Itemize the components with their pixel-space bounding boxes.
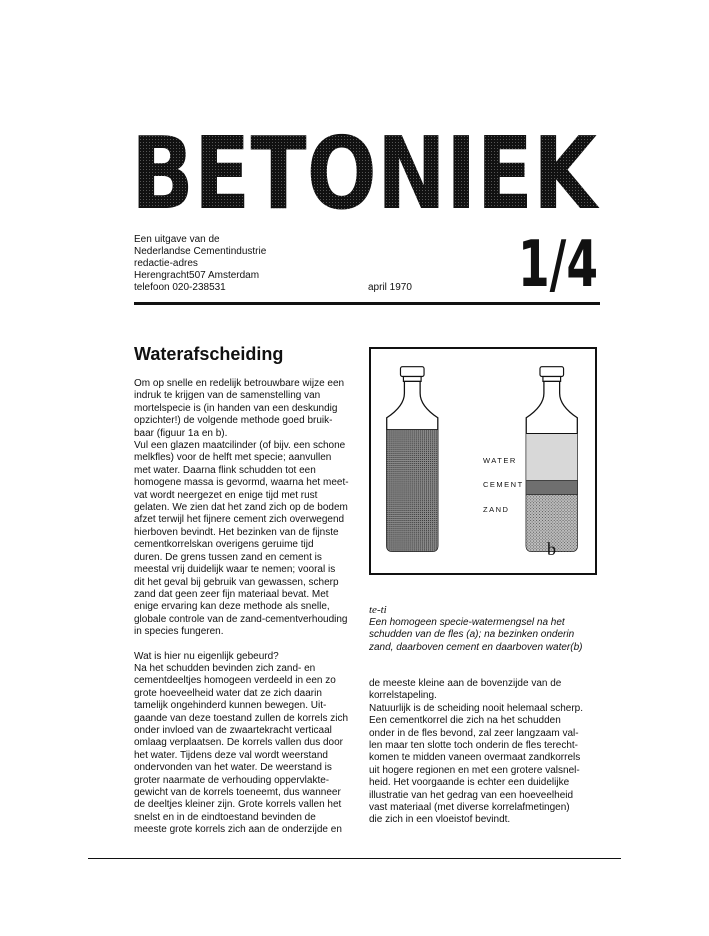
figure-letter: b [547, 539, 556, 559]
paragraph-line: snelst en in de eindtoestand bevinden de [134, 811, 316, 823]
bottle-a [387, 367, 438, 552]
paragraph-line: gewicht van de korrels toeneemt, dus wanneer [134, 787, 341, 798]
paragraph-line: cementdeeltjes homogeen verdeeld in een zo [134, 675, 336, 687]
paragraph-line: in species fungeren. [134, 626, 224, 638]
paragraph-line: het water. Tijdens deze val wordt weerstand [134, 749, 328, 761]
paragraph-line: illustratie van het gedrag van een hoeveelheid [369, 789, 574, 801]
paragraph-line: ondervonden van het water. De weerstand is [134, 762, 332, 774]
label-zand: ZAND [483, 505, 510, 514]
paragraph-line: meeste grote korrels zich aan de onderzijde en [134, 824, 342, 836]
paragraph-line: uit hogere regionen en met een grotere valsnel- [369, 764, 580, 776]
paragraph-line: onder in de fles bevond, zal zeer langzaam val- [369, 727, 579, 739]
left-column [134, 378, 364, 837]
paragraph-line: vast materiaal (met diverse korrelafmetingen) [369, 802, 570, 814]
article-title: Waterafscheiding [134, 344, 284, 364]
publisher-line: Herengracht507 Amsterdam [134, 270, 260, 281]
paragraph-line: Om op snelle en redelijk betrouwbare wijze een [134, 378, 345, 389]
paragraph-line: Een cementkorrel die zich na het schudden [369, 715, 561, 727]
svg-text:1/4: 1/4 [518, 228, 598, 302]
paragraph-line: grote hoeveelheid water dat ze zich daarin [134, 687, 322, 699]
caption-line: zand, daarboven cement en daarboven water(b) [369, 641, 583, 653]
paragraph-line: Natuurlijk is de scheiding nooit helemaal scherp. [369, 702, 584, 714]
paragraph-line: de meeste kleine aan de bovenzijde van de [369, 678, 562, 689]
paragraph-line: enige ervaring kan deze methode als snelle, [134, 601, 330, 613]
masthead-logo [128, 88, 600, 232]
figure-ref: te-ti [369, 604, 387, 616]
caption-line: Een homogeen specie-watermengsel na het [369, 617, 565, 628]
paragraph-line: Vul een glazen maatcilinder (of bijv. een schone [134, 440, 346, 452]
paragraph-line: heid. Het voorgaande is echter een duidelijke [369, 777, 570, 789]
paragraph-line: meestal vrij duidelijk waar te nemen; vooral is [134, 564, 336, 576]
paragraph-line: de deeltjes kleiner zijn. Grote korrels vallen het [134, 799, 342, 811]
label-cement: CEMENT [483, 480, 524, 489]
paragraph-line: zand dat geen zeer fijn materiaal bevat. Met [134, 588, 329, 600]
figure-bottles [369, 347, 597, 575]
paragraph-line: met water. Daarna flink schudden tot een [134, 464, 316, 476]
caption-line: schudden van de fles (a); na bezinken onderin [369, 629, 575, 641]
paragraph-line: die zich in een vloeistof bevindt. [369, 814, 511, 826]
paragraph-line: homogene massa is gevormd, waarna het meet- [134, 477, 349, 489]
paragraph-line: globale controle van de zand-cementverhouding [134, 613, 348, 625]
paragraph-line: groter naarmate de verhouding oppervlakte- [134, 774, 330, 786]
publisher-line: redactie-adres [134, 258, 198, 269]
paragraph-line: melkfles) voor de helft met specie; aanvullen [134, 452, 332, 464]
paragraph-line: onder invloed van de zwaartekracht verticaal [134, 724, 332, 736]
paragraph-line: gelaten. We zien dat het zand zich op de bodem [134, 502, 348, 514]
paragraph-line: baar (figuur 1a en b). [134, 427, 228, 439]
paragraph-line: indruk te krijgen van de samenstelling van [134, 390, 321, 402]
paragraph-line: tamelijk ongehinderd kunnen bewegen. Uit- [134, 700, 327, 712]
paragraph-line: Na het schudden bevinden zich zand- en [134, 662, 316, 674]
paragraph-line: korrelstapeling. [369, 690, 437, 702]
paragraph-line: dit het geval bij gebruik van gewassen, scherp [134, 576, 339, 588]
header-rule [134, 302, 600, 305]
label-water: WATER [483, 456, 517, 465]
paragraph-line: afzet terwijl het fijnere cement zich overwegend [134, 514, 345, 526]
issue-date: april 1970 [368, 282, 412, 293]
issue-number [516, 226, 600, 302]
paragraph-line: omlaag verplaatsen. De korrels vallen dus door [134, 737, 343, 749]
publisher-line: telefoon 020-238531 [134, 282, 226, 293]
paragraph-line: cementkorrelskan overigens geruime tijd [134, 539, 314, 551]
publisher-info [134, 234, 266, 294]
paragraph-line: len maar ten slotte toch onderin de fles terecht- [369, 740, 579, 752]
paragraph-line: Wat is hier nu eigenlijk gebeurd? [134, 650, 279, 662]
right-column [369, 678, 601, 827]
paragraph-line: opzichter!) de volgende methode goed bruik- [134, 415, 333, 427]
paragraph-line: hierboven bevindt. Het bezinken van de fijnste [134, 526, 339, 538]
publisher-line: Een uitgave van de [134, 234, 220, 245]
paragraph-line: duren. De grens tussen zand en cement is [134, 551, 322, 563]
paragraph-line: komen te midden vaneen overmaat zandkorrels [369, 752, 581, 764]
svg-text:BETONIEK: BETONIEK [131, 115, 600, 232]
paragraph-line: vat wordt neergezet en enige tijd met rust [134, 489, 318, 501]
paragraph-gap [134, 639, 364, 651]
footer-rule [88, 858, 621, 859]
paragraph-line: mortelspecie is (in handen van een deskundig [134, 402, 338, 414]
bottle-b [526, 367, 577, 552]
paragraph-line: gaande van deze toestand zullen de korrels zich [134, 712, 349, 724]
publisher-line: Nederlandse Cementindustrie [134, 246, 267, 257]
figure-caption [369, 617, 601, 654]
